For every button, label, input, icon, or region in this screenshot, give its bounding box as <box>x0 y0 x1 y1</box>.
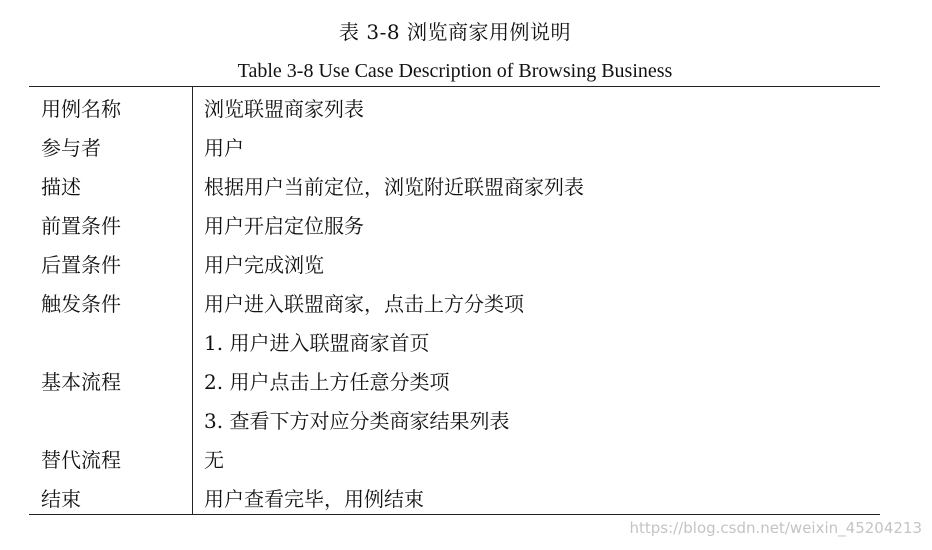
row-label: 替代流程 <box>41 448 121 472</box>
source-watermark: https://blog.csdn.net/weixin_45204213 <box>629 519 922 537</box>
row-label: 描述 <box>41 175 81 199</box>
row-label: 触发条件 <box>41 292 121 316</box>
table-row-use-case-name <box>29 90 880 129</box>
row-value: 无 <box>204 448 224 472</box>
row-label: 结束 <box>41 487 81 511</box>
row-value: 根据用户当前定位，浏览附近联盟商家列表 <box>204 175 584 199</box>
table-row-basic-flow-step-1 <box>29 324 880 363</box>
table-row-description <box>29 168 880 207</box>
table-row-alternative-flow <box>29 441 880 480</box>
table-top-rule <box>29 86 880 87</box>
table-row-trigger <box>29 285 880 324</box>
table-caption-english: Table 3-8 Use Case Description of Browsing Business <box>237 60 673 82</box>
table-bottom-rule <box>29 514 880 515</box>
table-row-postcondition <box>29 246 880 285</box>
row-label <box>41 402 191 441</box>
row-label: 后置条件 <box>41 253 121 277</box>
row-value: 用户进入联盟商家，点击上方分类项 <box>204 292 524 316</box>
row-label: 前置条件 <box>41 214 121 238</box>
row-value: 用户开启定位服务 <box>204 214 364 238</box>
row-label: 用例名称 <box>41 97 121 121</box>
table-row-basic-flow-step-2 <box>29 363 880 402</box>
row-value: 2. 用户点击上方任意分类项 <box>204 370 450 394</box>
table-row-precondition <box>29 207 880 246</box>
table-row-basic-flow-step-3 <box>29 402 880 441</box>
row-label: 基本流程 <box>41 370 121 394</box>
row-value: 3. 查看下方对应分类商家结果列表 <box>204 409 510 433</box>
table-row-actor <box>29 129 880 168</box>
table-caption-chinese: 表 3-8 浏览商家用例说明 <box>339 20 571 44</box>
row-label: 参与者 <box>41 136 101 160</box>
row-value: 用户完成浏览 <box>204 253 324 277</box>
row-value: 用户 <box>204 136 244 160</box>
row-value: 浏览联盟商家列表 <box>204 97 364 121</box>
row-value: 用户查看完毕，用例结束 <box>204 487 424 511</box>
row-value: 1. 用户进入联盟商家首页 <box>204 331 430 355</box>
row-label <box>41 324 191 363</box>
